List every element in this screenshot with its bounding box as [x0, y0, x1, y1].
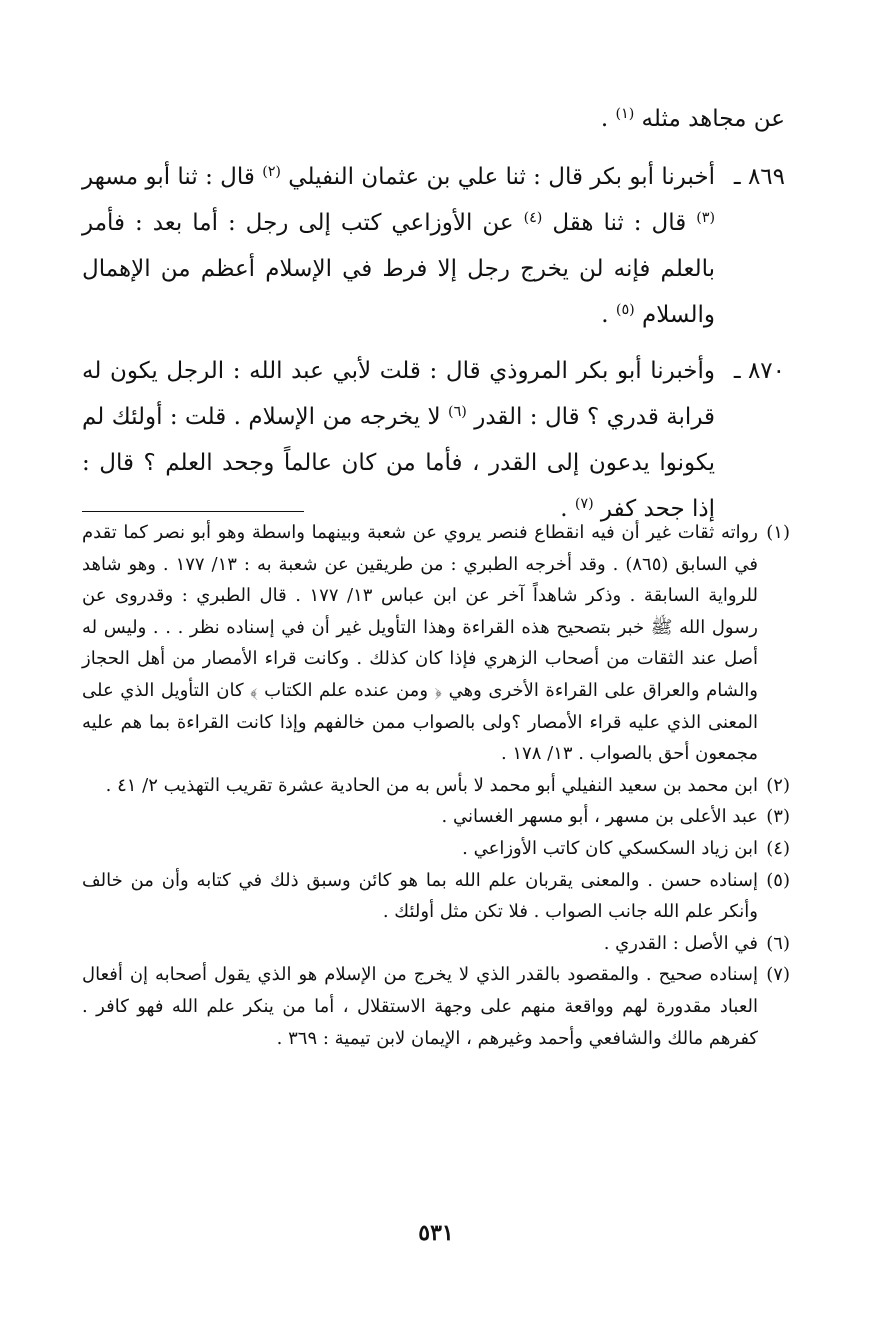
entry-number: ٨٧٠ ـ [733, 358, 785, 384]
footnote-text: ابن محمد بن سعيد النفيلي أبو محمد لا بأس به من الحادية عشرة تقريب التهذيب ٢/ ٤١ . [105, 774, 758, 796]
continuation-line: عن مجاهد مثله $^{(١)}$ . [600, 106, 785, 132]
footnote-ref: (١) [615, 106, 635, 123]
footnote-text: عبد الأعلى بن مسهر ، أبو مسهر الغساني . [441, 806, 758, 828]
footnote-ref: (٥) [615, 302, 635, 319]
footnote-text: إسناده حسن . والمعنى يقربان علم الله بما هو كائن وسبق ذلك في كتابه وأن من خالف وأنكر علم الله جانب الصواب . فلا تكن مثل أولئك . [82, 869, 758, 923]
hadith-entry [82, 348, 785, 532]
entry-text: أخبرنا أبو بكر قال : ثنا علي بن عثمان النفيلي $^{(٢)}$ قال : ثنا أبو مسهر $^{(٣)}$ قال : ثنا هقل $^{(٤)}$ عن الأوزاعي كتب إلى رجل : أما بعد : فأمر بالعلم فإنه لن يخرج رجل إلا فرط في الإسلام أعظم من الإهمال والسلام $^{(٥)}$ . [82, 164, 716, 328]
footnote-number: (٢) [766, 774, 790, 796]
footnote [82, 959, 790, 1054]
footnote [82, 865, 790, 928]
footnotes [82, 517, 790, 1054]
footnote-ref: (٦) [448, 404, 467, 421]
footnote [82, 770, 790, 802]
entry-text: وأخبرنا أبو بكر المروذي قال : قلت لأبي عبد الله : الرجل يكون له قرابة قدري ؟ قال : القدر $^{(٦)}$ لا يخرجه من الإسلام . قلت : أولئك لم يكونوا يدعون إلى القدر ، فأما من كان عالماً وجحد العلم ؟ قال : إذا جحد كفر $^{(٧)}$ . [82, 358, 716, 522]
page-number: ٥٣١ [418, 1220, 454, 1246]
footnote [82, 517, 790, 770]
footnote-text: إسناده صحيح . والمقصود بالقدر الذي لا يخرج من الإسلام هو الذي يقول أصحابه إن أفعال العباد مقدورة لهم وواقعة منهم على وجهة الاستقلال ، أما من ينكر علم الله فهو كافر . كفرهم مالك والشافعي وأحمد وغيرهم ، الإيمان لابن تيمية : ٣٦٩ . [82, 964, 758, 1049]
footnote-ref: (٤) [523, 210, 543, 227]
footnote-text: في الأصل : القدري . [603, 932, 758, 954]
hadith-entry [82, 154, 785, 338]
footnote [82, 928, 790, 960]
footnote-text: رواته ثقات غير أن فيه انقطاع فنصر يروي عن شعبة وبينهما واسطة وهو أبو نصر كما تقدم في السابق (٨٦٥) . وقد أخرجه الطبري : من طريقين عن شعبة به : ١٣/ ١٧٧ . وهو شاهد للرواية السابقة . وذكر شاهداً آخر عن ابن عباس ١٣/ ١٧٧ . قال الطبري : وقدروى عن رسول الله ﷺ خبر بتصحيح هذه القراءة وهذا التأويل غير أن في إسناده نظر . . . وليس له أصل عند الثقات من أصحاب الزهري فإذا كان كذلك . وكانت قراء الأمصار من أهل الحجاز والشام والعراق على القراءة الأخرى وهي ﴿ ومن عنده علم الكتاب ﴾ كان التأويل الذي على المعنى الذي عليه قراء الأمصار ؟ولى بالصواب ممن خالفهم وإذا كانت القراءة بما هم عليه مجمعون أحق بالصواب . ١٣/ ١٧٨ . [82, 522, 758, 765]
footnote-text: ابن زياد السكسكي كان كاتب الأوزاعي . [462, 837, 758, 859]
footnote-number: (٤) [766, 837, 790, 859]
footnote-ref: (٧) [574, 496, 594, 513]
footnote-number: (٦) [766, 932, 790, 954]
footnote [82, 801, 790, 833]
footnote-divider [82, 511, 304, 512]
main-text [82, 96, 785, 542]
footnote-number: (٥) [766, 869, 790, 891]
footnote-number: (٣) [766, 806, 790, 828]
footnote-ref: (٢) [262, 164, 281, 181]
footnote [82, 833, 790, 865]
footnote-number: (١) [766, 522, 790, 543]
entry-number: ٨٦٩ ـ [733, 164, 785, 190]
footnote-number: (٧) [766, 964, 790, 986]
footnote-ref: (٣) [696, 210, 715, 227]
